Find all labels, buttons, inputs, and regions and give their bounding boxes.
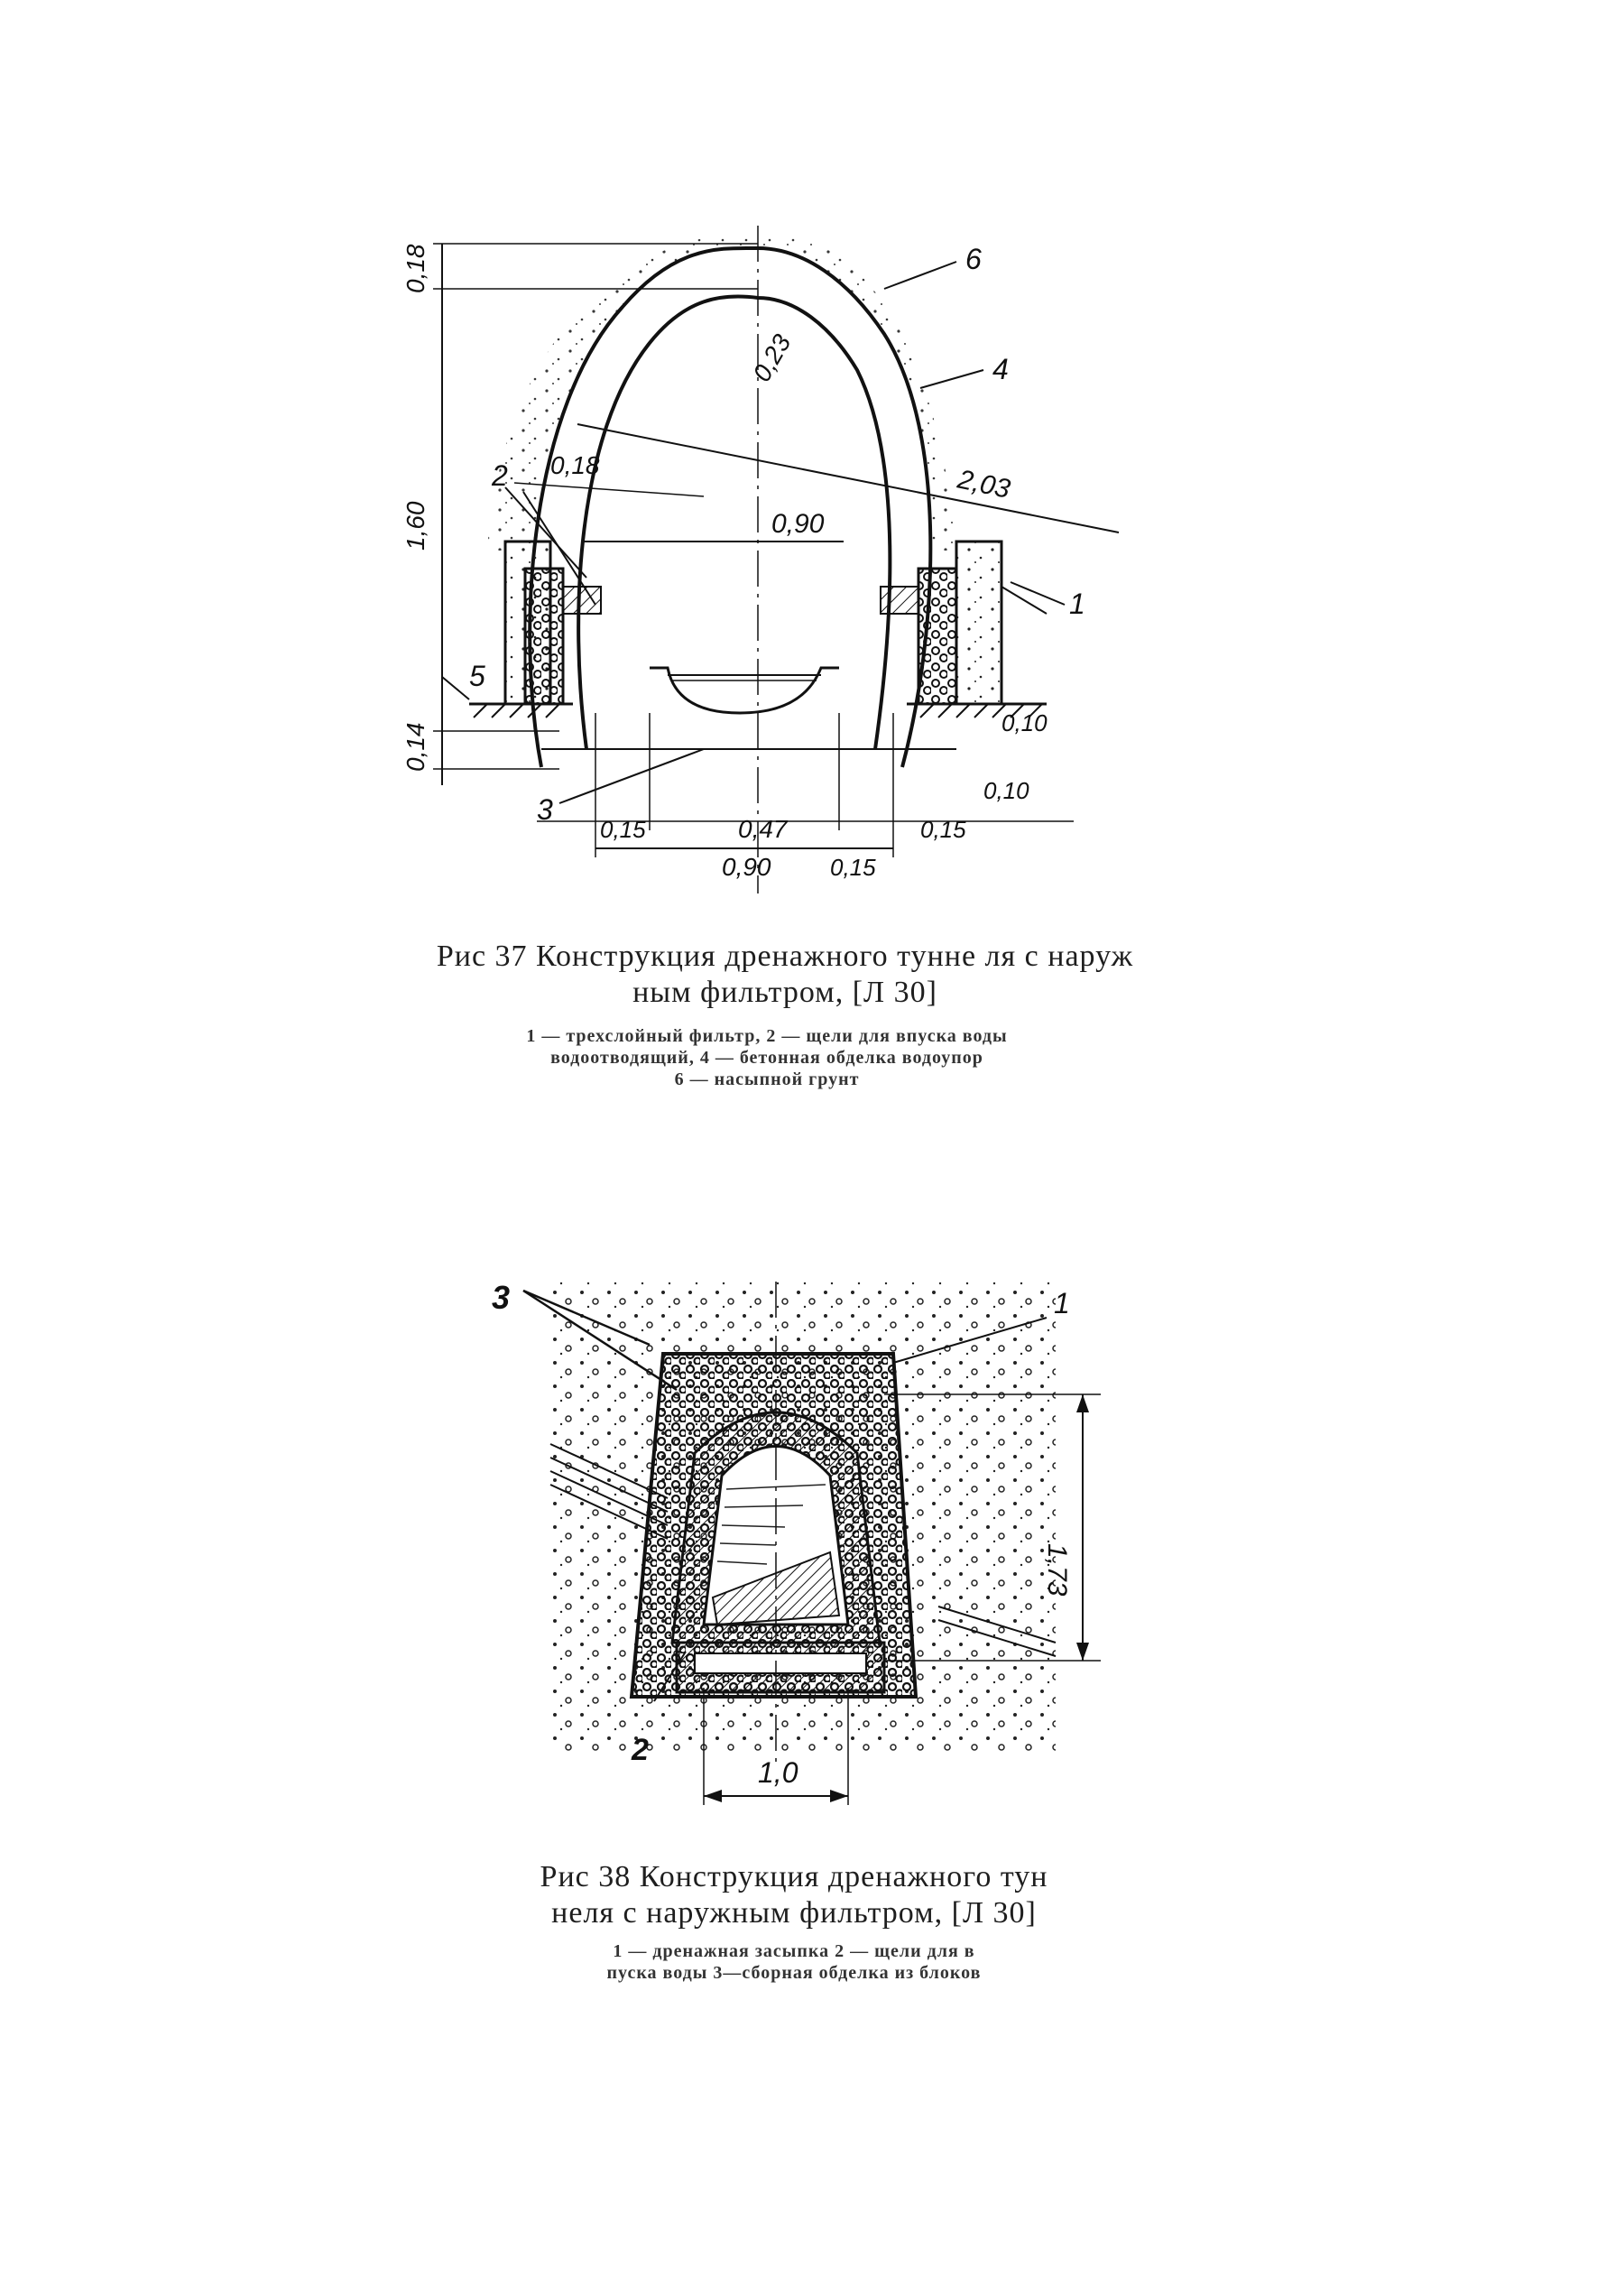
dim-label: 0,15 xyxy=(600,816,646,843)
caption-line: неля с наружным фильтром, [Л 30] xyxy=(551,1896,1037,1930)
callout-number: 1 xyxy=(1069,588,1085,620)
figure-37-drawing xyxy=(379,208,1155,930)
callout-number: 2 xyxy=(492,459,508,492)
callout-number: 5 xyxy=(469,660,485,692)
dim-label: 0,90 xyxy=(722,853,771,881)
dim-label: 2,03 xyxy=(955,464,1013,505)
dim-label: 0,18 xyxy=(550,451,600,479)
filter-gravel-right xyxy=(918,569,956,704)
callout-number: 3 xyxy=(492,1279,511,1316)
dim-label: 0,14 xyxy=(402,722,429,772)
caption-line: Рис 38 Конструкция дренажного тун xyxy=(540,1860,1048,1893)
caption-line: ным фильтром, [Л 30] xyxy=(632,976,937,1009)
dim-label: 1,73 xyxy=(1042,1543,1072,1597)
figure-38-drawing xyxy=(469,1264,1119,1859)
dim-label: 1,0 xyxy=(758,1756,798,1789)
dim-label: 0,10 xyxy=(1001,709,1048,736)
figure-38-legend xyxy=(469,1940,1119,1984)
dim-label: 1,60 xyxy=(402,501,429,551)
legend-line: 1 — трехслойный фильтр, 2 — щели для впуска воды xyxy=(526,1026,1008,1046)
callout-number: 3 xyxy=(537,793,553,826)
slots-right xyxy=(881,587,918,614)
figure-37-legend xyxy=(361,1025,1173,1090)
figure-37-caption xyxy=(379,939,1191,1011)
filter-gravel-left xyxy=(525,569,563,704)
callout-number: 1 xyxy=(1054,1287,1070,1319)
legend-line: 1 — дренажная засыпка 2 — щели для в xyxy=(613,1941,975,1961)
callout-number: 4 xyxy=(992,353,1009,385)
dim-label: 0,15 xyxy=(920,816,966,843)
filter-outer-right xyxy=(956,542,1001,704)
legend-line: 6 — насыпной грунт xyxy=(674,1069,860,1089)
dim-label: 0,18 xyxy=(402,244,429,293)
callout-number: 2 xyxy=(632,1733,649,1767)
figure-38-caption xyxy=(469,1859,1119,1931)
dim-label: 0,47 xyxy=(738,815,788,843)
dim-label: 0,10 xyxy=(983,777,1029,804)
dim-label: 0,15 xyxy=(830,854,876,881)
slots-left xyxy=(563,587,601,614)
dim-label: 0,90 xyxy=(771,509,825,539)
legend-line: пуска воды 3—сборная обделка из блоков xyxy=(606,1963,982,1983)
dim-label: 0,23 xyxy=(747,329,797,386)
callout-number: 6 xyxy=(965,243,982,275)
legend-line: водоотводящий, 4 — бетонная обделка водоупор xyxy=(550,1048,983,1068)
caption-line: Рис 37 Конструкция дренажного тунне ля с наруж xyxy=(436,940,1134,973)
